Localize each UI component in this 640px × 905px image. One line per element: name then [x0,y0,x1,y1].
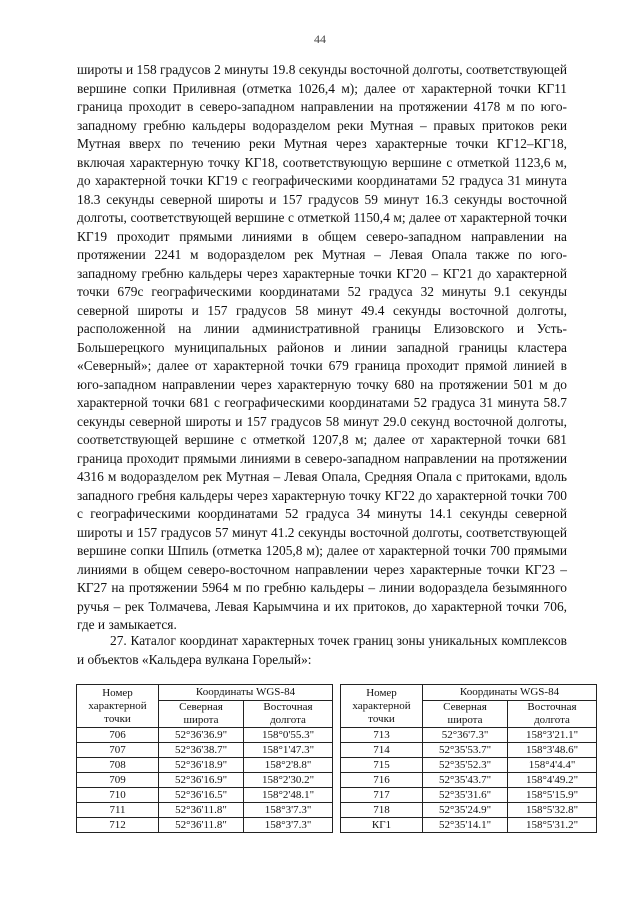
table-row [77,788,333,803]
cell-lat: 52°36'18.9" [159,758,244,773]
cell-lon: 158°3'21.1" [508,728,597,743]
cell-lat: 52°36'38.7" [159,743,244,758]
cell-lat: 52°35'24.9" [423,803,508,818]
cell-point: 711 [77,803,159,818]
cell-lat: 52°36'11.8" [159,818,244,833]
table-row [77,743,333,758]
cell-lat: 52°35'53.7" [423,743,508,758]
cell-lon: 158°2'30.2" [244,773,333,788]
cell-lat: 52°36'7.3" [423,728,508,743]
table-row [77,728,333,743]
header-coords: Координаты WGS-84 [423,685,597,701]
cell-point: 712 [77,818,159,833]
cell-lon: 158°1'47.3" [244,743,333,758]
cell-point: 706 [77,728,159,743]
cell-lat: 52°36'16.9" [159,773,244,788]
cell-point: КГ1 [341,818,423,833]
cell-lon: 158°5'15.9" [508,788,597,803]
cell-point: 710 [77,788,159,803]
cell-lat: 52°36'11.8" [159,803,244,818]
cell-lat: 52°35'31.6" [423,788,508,803]
cell-point: 707 [77,743,159,758]
table-row [341,773,597,788]
cell-lat: 52°35'43.7" [423,773,508,788]
table-row [341,788,597,803]
header-point: Номер характерной точки [341,685,423,728]
cell-lon: 158°5'32.8" [508,803,597,818]
header-point: Номер характерной точки [77,685,159,728]
cell-lon: 158°5'31.2" [508,818,597,833]
section-heading: 27. Каталог координат характерных точек границ зоны уникальных комплексов и объектов «Кальдера вулкана Горелый»: [77,633,567,667]
cell-point: 715 [341,758,423,773]
cell-lon: 158°4'4.4" [508,758,597,773]
header-lat: Северная широта [423,701,508,728]
header-lon: Восточная долгота [244,701,333,728]
coordinates-table-left [76,684,333,833]
cell-lon: 158°3'48.6" [508,743,597,758]
cell-point: 708 [77,758,159,773]
table-row [77,773,333,788]
cell-point: 709 [77,773,159,788]
cell-point: 713 [341,728,423,743]
cell-point: 717 [341,788,423,803]
table-row [77,818,333,833]
cell-point: 716 [341,773,423,788]
coordinates-table-right [340,684,597,833]
page-number: 44 [314,32,326,46]
body-paragraph: широты и 158 градусов 2 минуты 19.8 секунды восточной долготы, соответствующей вершине сопки Приливная (отметка 1026,4 м); далее от характерной точки КГ11 граница проходит в северо-западном направлении на протяжении 4178 м по юго-западному гребню кальдеры водоразделом реки Мутная – правых притоков реки Мутная вверх по течению реки Мутная через характерные точки КГ12–КГ18, включая характерную точку КГ18, соответствующую вершине с отметкой 1123,6 м, до характерной точки КГ19 с географическими координатами 52 градуса 31 минута 18.3 секунды северной широты и 157 градусов 59 минут 16.3 секунды восточной долготы, соответствующей вершине с отметкой 1150,4 м; далее от характерной точки КГ19 проходит прямыми линиями в общем северо-западном направлении на протяжении 2241 м водоразделом рек Мутная – Левая Опала также по юго-западному гребню кальдеры через характерные точки КГ20 – КГ21 до характерной точки 679с географическими координатами 52 градуса 32 минуты 9.1 секунды северной широты и 157 градусов 58 минут 49.4 секунды восточной долготы, расположенной на линии административной границы Елизовского и Усть-Большерецкого муниципальных районов и линии западной границы кластера «Северный»; далее от характерной точки 679 граница проходит прямой линией в юго-западном направлении через характерную точку 680 на протяжении 501 м до характерной точки 681 с географическими координатами 52 градуса 31 минута 58.7 секунды северной широты и 157 градусов 58 минут 29.0 секунд восточной долготы, соответствующей вершине с отметкой 1207,8 м; далее от характерной точки 681 граница проходит прямыми линиями в северо-западном направлении на протяжении 4316 м водоразделом рек Мутная – Левая Опала, Средняя Опала с притоками, вдоль западного гребня кальдеры через характерную точку КГ22 до характерной точки 700 с географическими координатами 52 градуса 34 минуты 14.1 секунды северной широты и 157 градусов 57 минут 41.2 секунды восточной долготы, соответствующей вершине сопки Шпиль (отметка 1205,8 м); далее от характерной точки 700 прямыми линиями в общем северо-восточном направлении через характерные точки КГ23 – КГ27 на протяжении 5964 м по гребню кальдеры – линии водораздела безымянного ручья – рек Толмачева, Левая Карымчина и их притоков, до характерной точки 706, где и замыкается. [77,62,567,632]
table-row [77,758,333,773]
cell-lat: 52°35'52.3" [423,758,508,773]
header-lon: Восточная долгота [508,701,597,728]
cell-lat: 52°35'14.1" [423,818,508,833]
table-row [341,758,597,773]
cell-lon: 158°2'8.8" [244,758,333,773]
table-row [341,743,597,758]
table-row [341,728,597,743]
cell-lon: 158°0'55.3" [244,728,333,743]
cell-point: 718 [341,803,423,818]
cell-lat: 52°36'16.5" [159,788,244,803]
header-lat: Северная широта [159,701,244,728]
cell-lat: 52°36'36.9" [159,728,244,743]
table-row [341,803,597,818]
cell-lon: 158°3'7.3" [244,818,333,833]
header-coords: Координаты WGS-84 [159,685,333,701]
cell-lon: 158°2'48.1" [244,788,333,803]
table-row [341,818,597,833]
cell-lon: 158°3'7.3" [244,803,333,818]
cell-point: 714 [341,743,423,758]
table-row [77,803,333,818]
cell-lon: 158°4'49.2" [508,773,597,788]
